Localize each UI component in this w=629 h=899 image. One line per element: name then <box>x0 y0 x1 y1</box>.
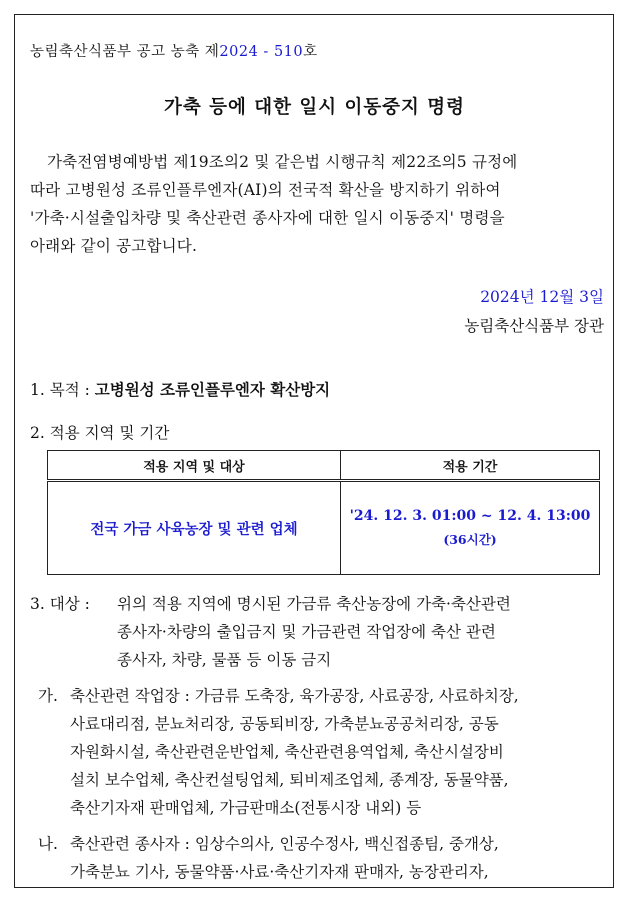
item-ga-line-4: 설치 보수업체, 축산컨설팅업체, 퇴비제조업체, 종계장, 동물약품, <box>70 771 509 789</box>
item-na-line-2: 가축분뇨 기사, 동물약품·사료·축산기자재 판매자, 농장관리자, <box>70 863 489 881</box>
notice-number-value: 2024 - 510 <box>219 44 304 60</box>
page-title: 가축 등에 대한 일시 이동중지 명령 <box>164 97 465 118</box>
notice-date: 2024년 12월 3일 <box>480 288 604 306</box>
table-cell-area: 전국 가금 사육농장 및 관련 업체 <box>48 481 341 575</box>
section-1-value: 고병원성 조류인플루엔자 확산방지 <box>94 380 331 399</box>
section-2-label: 2. 적용 지역 및 기간 <box>30 424 170 442</box>
section-3-line-3: 종사자, 차량, 물품 등 이동 금지 <box>117 651 332 669</box>
section-1 <box>30 378 330 400</box>
notice-number <box>30 40 318 61</box>
intro-line-1: 가축전염병예방법 제19조의2 및 같은법 시행규칙 제22조의5 규정에 <box>47 153 518 171</box>
notice-suffix: 호 <box>303 44 318 60</box>
section-3-label: 3. 대상 : <box>30 595 90 613</box>
section-3-line-1: 위의 적용 지역에 명시된 가금류 축산농장에 가축·축산관련 <box>117 595 511 613</box>
table-header-period: 적용 기간 <box>341 451 600 481</box>
item-na-line-1: 축산관련 종사자 : 임상수의사, 인공수정사, 백신접종팀, 중개상, <box>70 835 499 853</box>
table-header-row <box>48 451 600 481</box>
notice-prefix: 농림축산식품부 공고 농축 제 <box>30 44 220 60</box>
intro-line-2: 따라 고병원성 조류인플루엔자(AI)의 전국적 확산을 방지하기 위하여 <box>30 181 501 199</box>
item-ga-line-5: 축산기자재 판매업체, 가금판매소(전통시장 내외) 등 <box>70 799 422 817</box>
item-ga-line-3: 자원화시설, 축산관련운반업체, 축산관련용역업체, 축산시설장비 <box>70 743 504 761</box>
table-row <box>48 481 600 575</box>
intro-line-3: '가축·시설출입차량 및 축산관련 종사자에 대한 일시 이동중지' 명령을 <box>30 209 505 227</box>
item-ga-line-2: 사료대리점, 분뇨처리장, 공동퇴비장, 가축분뇨공공처리장, 공동 <box>70 715 499 733</box>
table-cell-period <box>341 481 600 575</box>
item-ga-label: 가. <box>38 687 58 705</box>
section-1-label: 1. 목적 : <box>30 381 95 399</box>
table-header-area: 적용 지역 및 대상 <box>48 451 341 481</box>
period-range: '24. 12. 3. 01:00 ~ 12. 4. 13:00 <box>349 508 591 524</box>
item-na-label: 나. <box>38 835 58 853</box>
item-ga-line-1: 축산관련 작업장 : 가금류 도축장, 육가공장, 사료공장, 사료하치장, <box>70 687 519 705</box>
period-table <box>47 450 600 575</box>
section-3-line-2: 종사자·차량의 출입금지 및 가금관련 작업장에 축산 관련 <box>117 623 496 641</box>
issuer: 농림축산식품부 장관 <box>464 317 604 335</box>
period-duration: (36시간) <box>443 532 497 547</box>
intro-line-4: 아래와 같이 공고합니다. <box>30 237 198 255</box>
